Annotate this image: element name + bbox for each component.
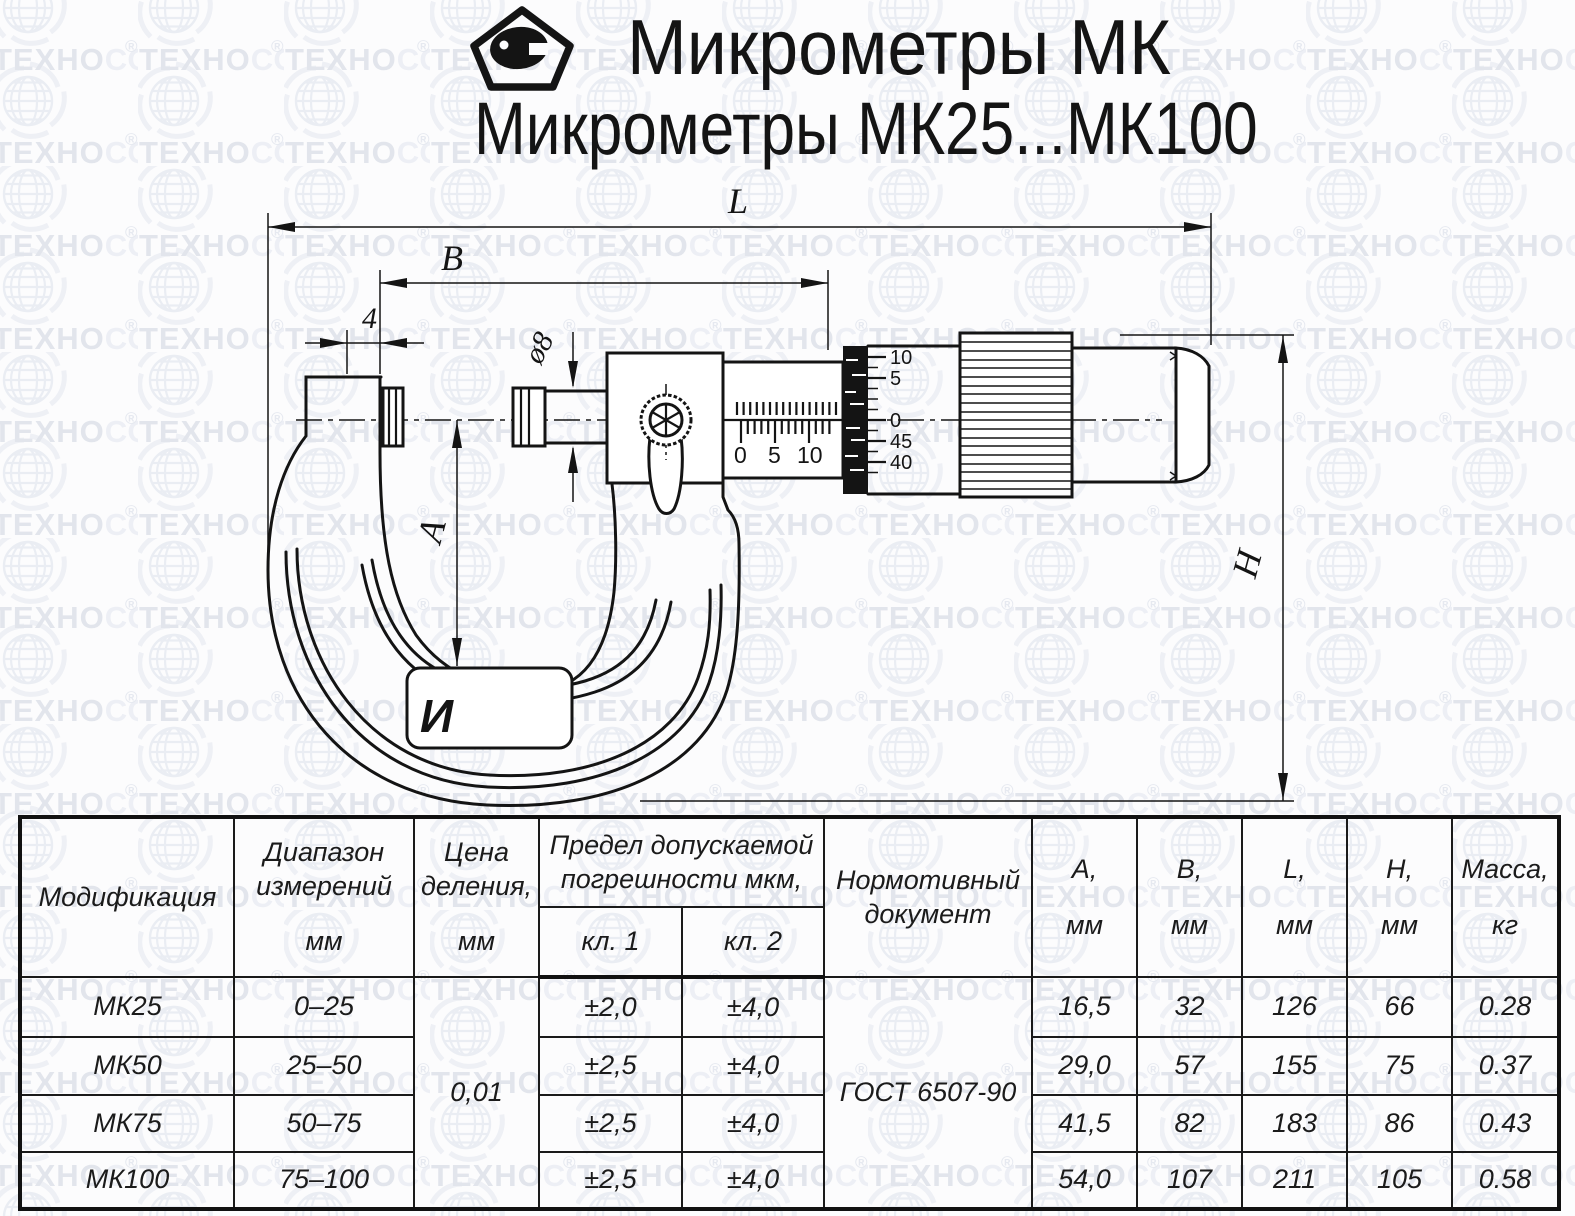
svg-text:0: 0: [890, 410, 902, 432]
table-row: МК25 0–25 0,01 ±2,0 ±4,0 ГОСТ 6507-90 16,5 32 126 66 0.28: [20, 977, 1559, 1037]
table-row: МК50 25–50 ±2,5 ±4,0 29,0 57 155 75 0.37: [20, 1037, 1559, 1095]
svg-text:H: H: [1224, 546, 1270, 582]
table-row: МК100 75–100 ±2,5 ±4,0 54,0 107 211 105 0.58: [20, 1152, 1559, 1209]
document-value-cell: ГОСТ 6507-90: [824, 977, 1032, 1209]
svg-text:10: 10: [890, 347, 913, 369]
col-header-L: L, мм: [1242, 817, 1347, 977]
col-header-class1: кл. 1: [539, 907, 682, 977]
svg-text:L: L: [728, 181, 749, 221]
col-header-class2: кл. 2: [682, 907, 824, 977]
model-cell: МК75: [20, 1095, 234, 1152]
dimension-anvil-length: [305, 302, 424, 374]
col-header-mass: Масса, кг: [1452, 817, 1559, 977]
svg-text:40: 40: [890, 452, 913, 474]
col-header-A: А, мм: [1032, 817, 1137, 977]
spec-table: [18, 815, 1561, 1211]
model-cell: МК50: [20, 1037, 234, 1095]
svg-text:5: 5: [890, 368, 902, 390]
sleeve-scale: [723, 362, 843, 478]
page-title: Микрометры МК: [627, 3, 1171, 91]
svg-text:4: 4: [362, 302, 377, 335]
model-cell: МК25: [20, 977, 234, 1037]
knurled-grip: [960, 333, 1072, 497]
col-header-error-limit: Предел допускаемой погрешности мкм,: [539, 817, 824, 907]
division-value-cell: 0,01: [414, 977, 539, 1209]
lock-lever: [641, 384, 691, 514]
model-cell: МК100: [20, 1152, 234, 1209]
anvil: [383, 388, 403, 446]
spindle: [513, 388, 607, 446]
page-subtitle: Микрометры МК25...МК100: [474, 87, 1258, 170]
col-header-B: В, мм: [1137, 817, 1242, 977]
svg-text:5: 5: [768, 442, 781, 468]
manufacturer-logo-glyph: И: [420, 690, 454, 742]
col-header-modification: Модификация: [20, 817, 234, 977]
ratchet-stop: [1072, 348, 1209, 482]
svg-text:B: B: [441, 238, 463, 278]
col-header-range: Диапазон измерений мм: [234, 817, 414, 977]
col-header-document: Нормотивный документ: [824, 817, 1032, 977]
svg-text:45: 45: [890, 431, 913, 453]
svg-text:ø8: ø8: [517, 326, 561, 369]
svg-text:10: 10: [797, 442, 823, 468]
dimension-B: [380, 238, 828, 374]
svg-text:0: 0: [734, 442, 747, 468]
col-header-H: Н, мм: [1347, 817, 1452, 977]
svg-text:A: A: [409, 514, 454, 547]
dimension-A: [409, 420, 462, 666]
table-row: МК75 50–75 ±2,5 ±4,0 41,5 82 183 86 0.43: [20, 1095, 1559, 1152]
col-header-division: Цена деления, мм: [414, 817, 539, 977]
quality-mark-icon: [466, 6, 578, 92]
